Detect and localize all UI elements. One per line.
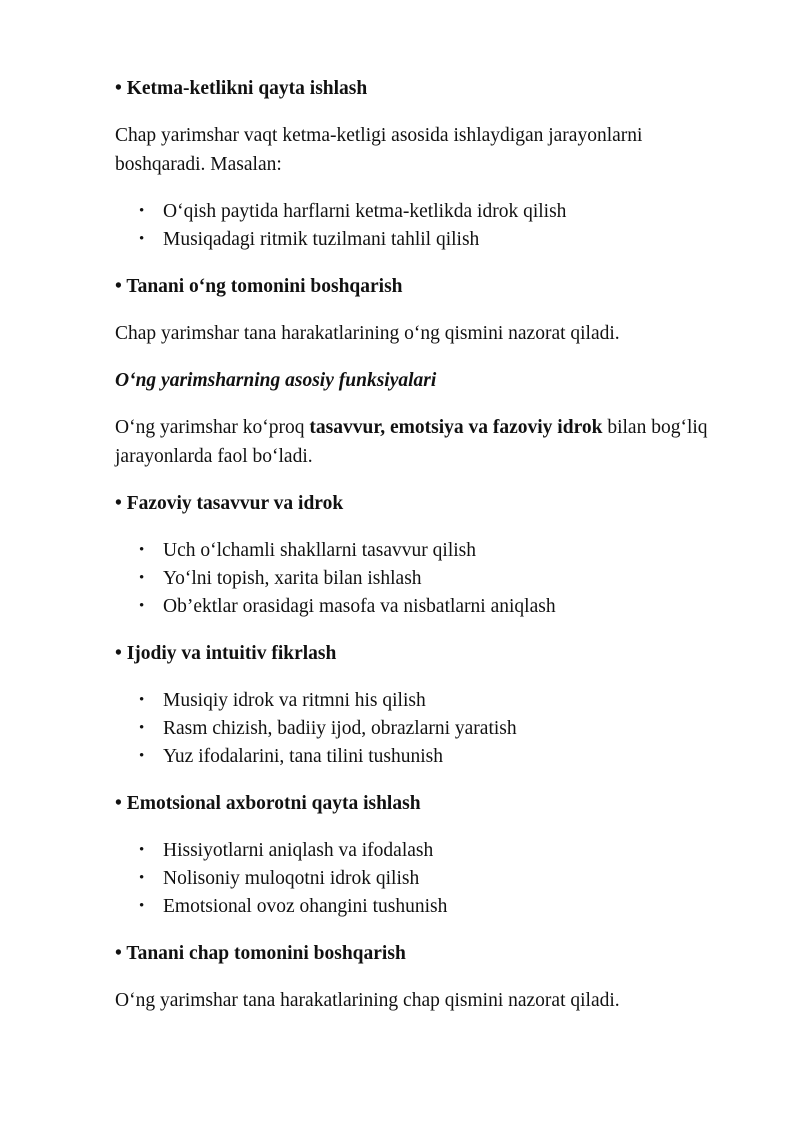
paragraph-left-hemisphere-sequencing: Chap yarimshar vaqt ketma-ketligi asosida ishlaydigan jarayonlarni boshqaradi. Masalan: xyxy=(115,125,643,175)
bullet-icon: • xyxy=(139,898,145,914)
bullet-icon: • xyxy=(139,870,145,886)
section-heading-creative: • Ijodiy va intuitiv fikrlash xyxy=(115,643,337,664)
bullet-icon: • xyxy=(139,748,145,764)
emphasis-text: tasavvur, emotsiya va fazoviy idrok xyxy=(309,417,603,438)
list-item: • Musiqiy idrok va ritmni his qilish xyxy=(137,686,715,714)
list-item: • Ob’ektlar orasidagi masofa va nisbatlarni aniqlash xyxy=(137,592,715,620)
bullet-icon: • xyxy=(139,692,145,708)
bullet-icon: • xyxy=(139,598,145,614)
subsection-title-right-hemisphere: O‘ng yarimsharning asosiy funksiyalari xyxy=(115,370,437,391)
paragraph-right-side-control: Chap yarimshar tana harakatlarining o‘ng qismini nazorat qiladi. xyxy=(115,323,620,344)
bullet-icon: • xyxy=(139,570,145,586)
list-item: • Uch o‘lchamli shakllarni tasavvur qilish xyxy=(137,536,715,564)
paragraph-left-side-control: O‘ng yarimshar tana harakatlarining chap qismini nazorat qiladi. xyxy=(115,990,620,1011)
bullet-icon: • xyxy=(139,542,145,558)
bullet-icon: • xyxy=(139,720,145,736)
list-item: • Musiqadagi ritmik tuzilmani tahlil qilish xyxy=(137,225,715,253)
list-item: • Nolisoniy muloqotni idrok qilish xyxy=(137,864,715,892)
paragraph-right-hemisphere-intro: O‘ng yarimshar ko‘proq tasavvur, emotsiya va fazoviy idrok bilan bog‘liq jarayonlarda faol bo‘ladi. xyxy=(115,417,708,467)
list-spatial-examples xyxy=(115,536,715,620)
list-item: • Yuz ifodalarini, tana tilini tushunish xyxy=(137,742,715,770)
list-item: • O‘qish paytida harflarni ketma-ketlikda idrok qilish xyxy=(137,197,715,225)
bullet-icon: • xyxy=(139,231,145,247)
bullet-icon: • xyxy=(139,842,145,858)
list-item: • Hissiyotlarni aniqlash va ifodalash xyxy=(137,836,715,864)
section-heading-right-side-control: • Tanani o‘ng tomonini boshqarish xyxy=(115,276,403,297)
list-sequencing-examples xyxy=(115,197,715,253)
list-emotional-examples xyxy=(115,836,715,920)
list-item: • Emotsional ovoz ohangini tushunish xyxy=(137,892,715,920)
section-heading-sequencing: • Ketma-ketlikni qayta ishlash xyxy=(115,78,368,99)
list-item: • Yo‘lni topish, xarita bilan ishlash xyxy=(137,564,715,592)
section-heading-emotional: • Emotsional axborotni qayta ishlash xyxy=(115,793,421,814)
bullet-icon: • xyxy=(139,203,145,219)
list-creative-examples xyxy=(115,686,715,770)
section-heading-left-side-control: • Tanani chap tomonini boshqarish xyxy=(115,943,406,964)
list-item: • Rasm chizish, badiiy ijod, obrazlarni yaratish xyxy=(137,714,715,742)
document-page xyxy=(115,74,715,1015)
section-heading-spatial: • Fazoviy tasavvur va idrok xyxy=(115,493,344,514)
